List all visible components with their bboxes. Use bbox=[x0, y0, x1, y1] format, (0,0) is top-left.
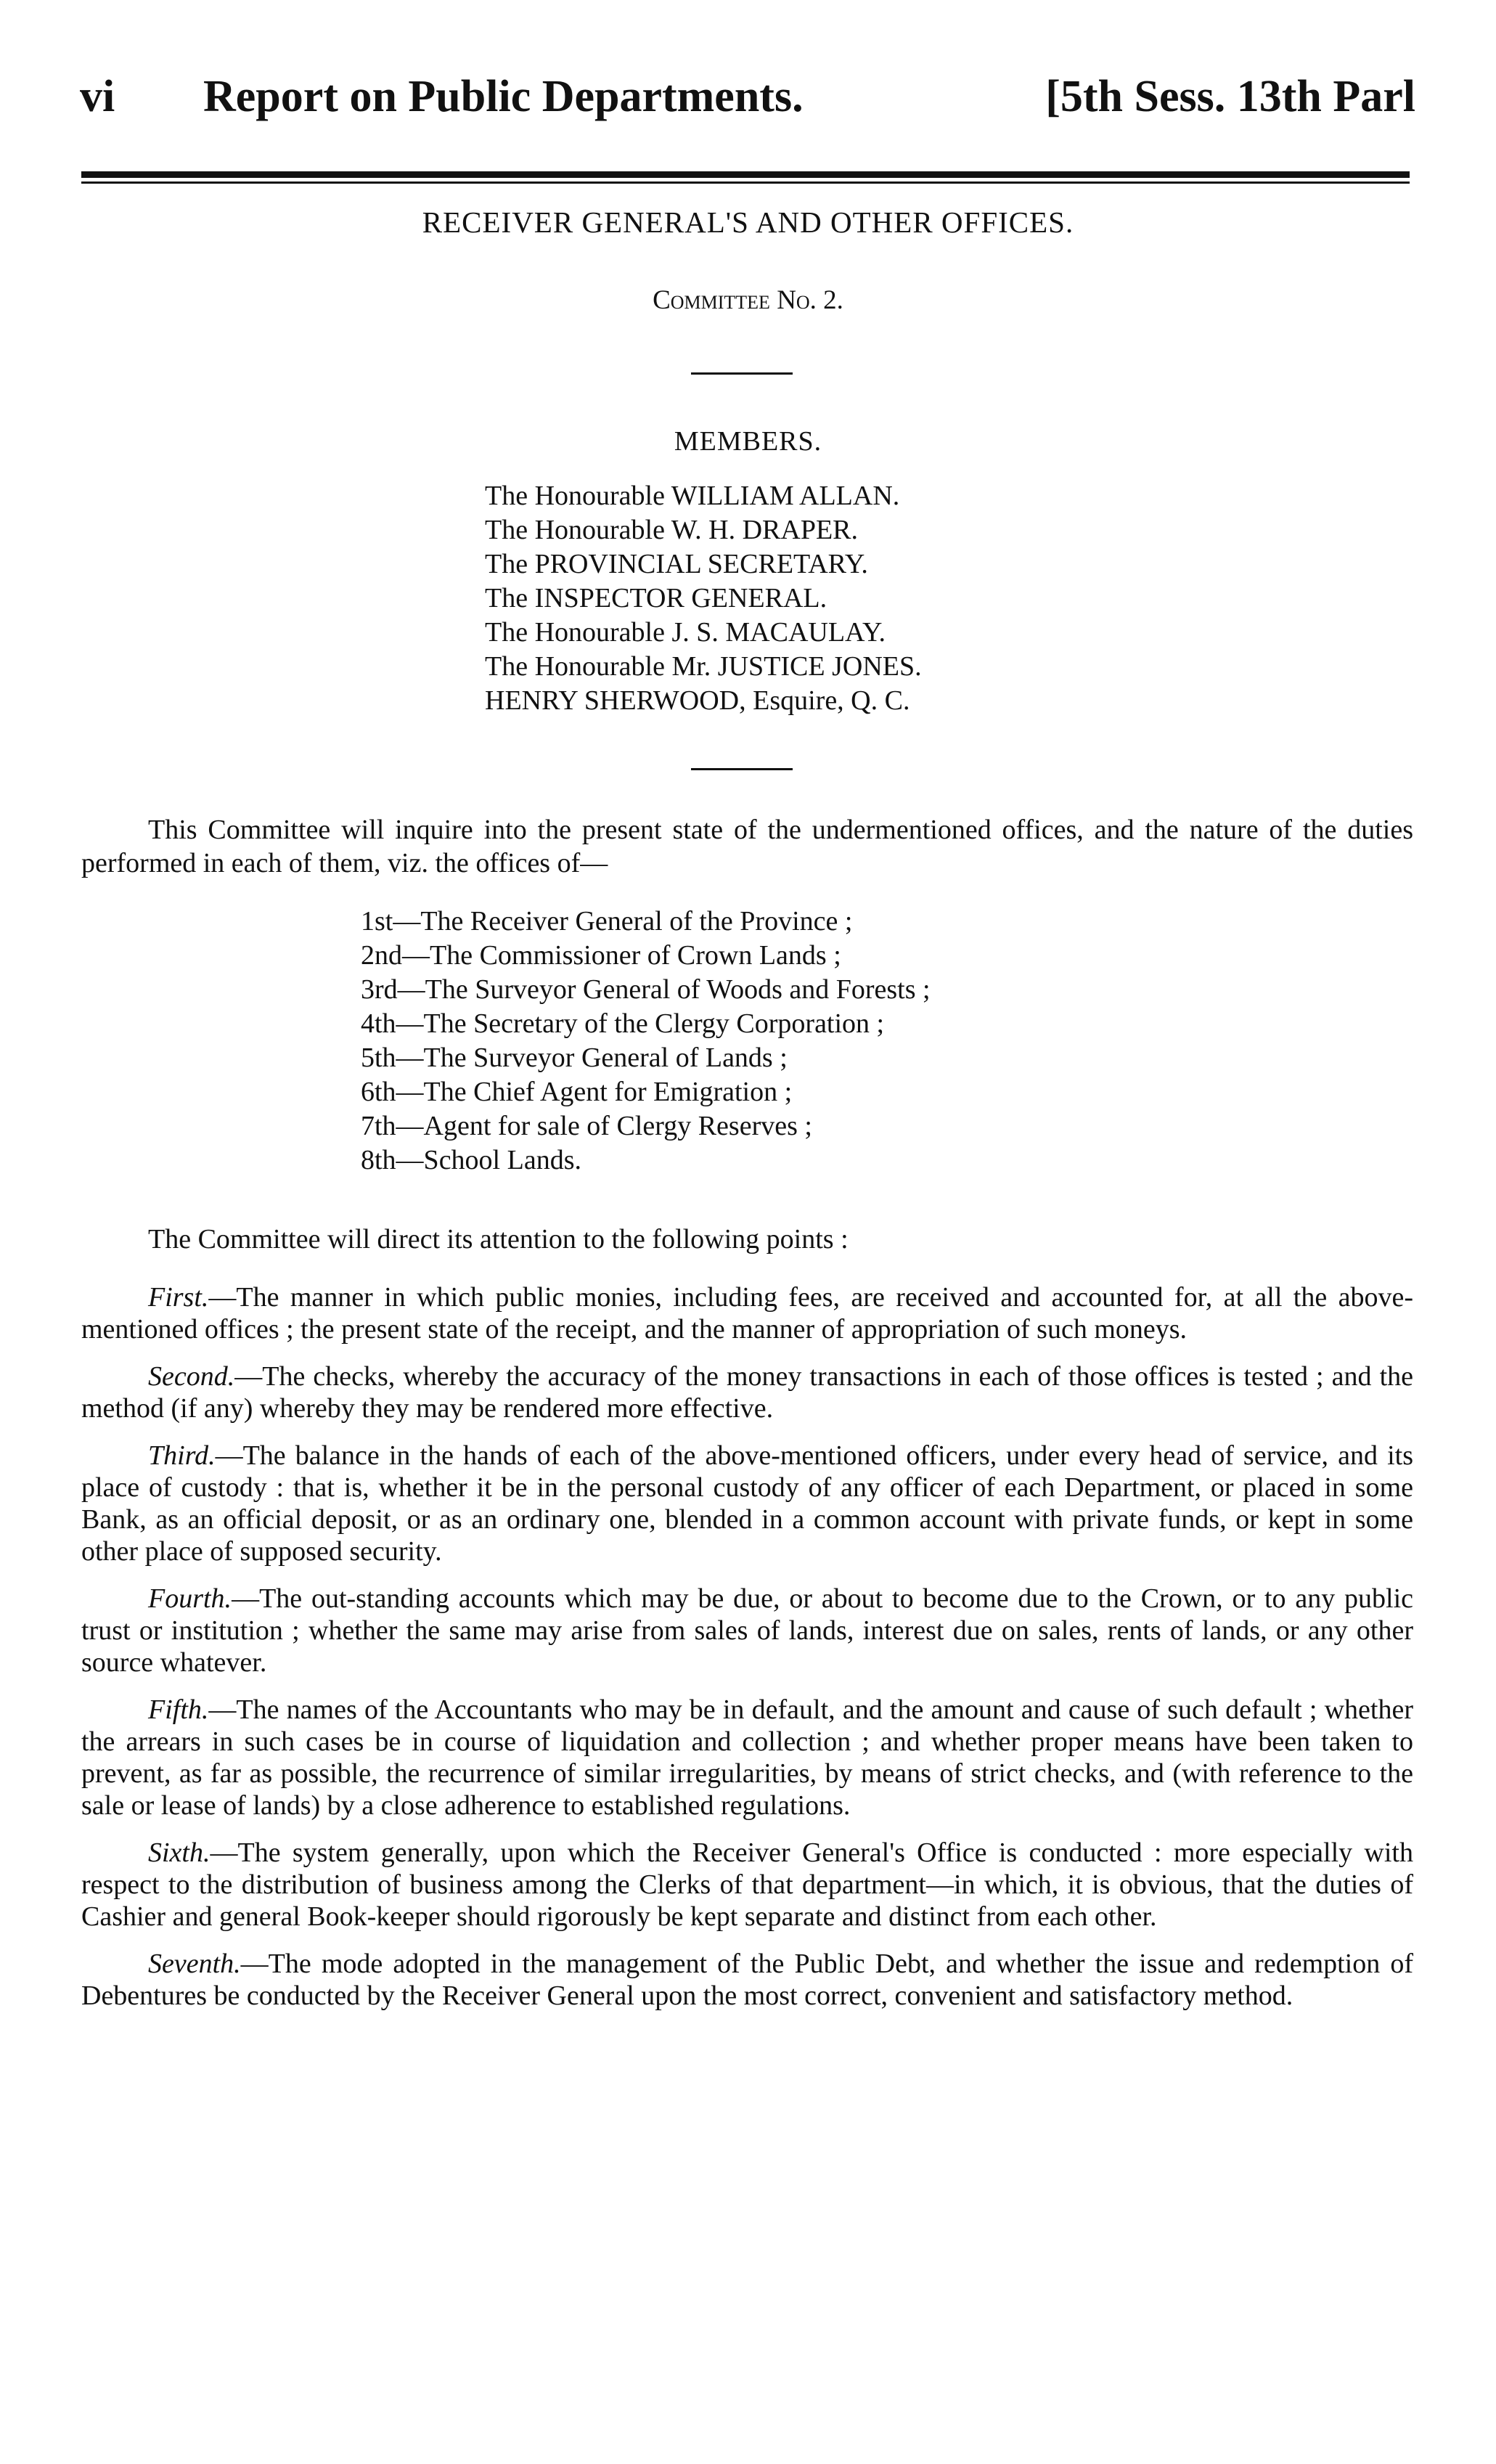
intro-paragraph: This Committee will inquire into the present state of the undermentioned offices, and the nature of the duties performed in each of them, viz. the offices of— bbox=[81, 815, 1413, 878]
point-lead: Second. bbox=[148, 1361, 235, 1392]
office-item: 2nd—The Commissioner of Crown Lands ; bbox=[361, 940, 841, 971]
point-paragraph bbox=[81, 1948, 1413, 2012]
members-heading: MEMBERS. bbox=[674, 426, 822, 457]
point-paragraph bbox=[81, 1694, 1413, 1822]
point-lead: Fifth. bbox=[148, 1694, 209, 1725]
point-text: —The checks, whereby the accuracy of the money transactions in each of those offices is tested ; and the method (if any) whereby they may be rendered more effective. bbox=[81, 1361, 1413, 1424]
members-list bbox=[485, 479, 1283, 718]
point-lead: First. bbox=[148, 1282, 209, 1313]
member-item: The Honourable WILLIAM ALLAN. bbox=[485, 481, 900, 511]
header-rule-thin bbox=[81, 181, 1410, 184]
point-text: —The out-standing accounts which may be due, or about to become due to the Crown, or to any public trust or institution ; whether the same may arise from sales of lands, interest due on sales, rents of lands, or any other source whatever. bbox=[81, 1583, 1413, 1678]
point-text: —The mode adopted in the management of the Public Debt, and whether the issue and redemption of Debentures be conducted by the Receiver General upon the most correct, convenient and satisfactory method. bbox=[81, 1949, 1413, 2011]
point-lead: Seventh. bbox=[148, 1949, 241, 1979]
running-header bbox=[80, 71, 1415, 136]
header-rule-thick bbox=[81, 171, 1410, 178]
offices-list bbox=[361, 905, 1304, 1178]
member-item: The Honourable W. H. DRAPER. bbox=[485, 515, 859, 545]
point-lead: Sixth. bbox=[148, 1837, 210, 1868]
point-paragraph bbox=[81, 1583, 1413, 1678]
point-text: —The system generally, upon which the Receiver General's Office is conducted : more especially with respect to the distribution of business among the Clerks of that department—in which, it is obvious, that the duties of Cashier and general Book-keeper should rigorously be kept separate and distinct from each other. bbox=[81, 1837, 1413, 1932]
office-item: 5th—The Surveyor General of Lands ; bbox=[361, 1043, 788, 1073]
office-item: 4th—The Secretary of the Clergy Corporation ; bbox=[361, 1008, 885, 1039]
point-paragraph bbox=[81, 1281, 1413, 1345]
point-paragraph bbox=[81, 1360, 1413, 1424]
point-paragraph bbox=[81, 1837, 1413, 1933]
section-title: RECEIVER GENERAL'S AND OTHER OFFICES. bbox=[422, 205, 1074, 239]
point-text: —The balance in the hands of each of the above-mentioned officers, under every head of service, and its place of custody : that is, whether it be in the personal custody of any officer of each Department, or placed in some Bank, as an official deposit, or as an ordinary one, blended in a common account with private funds, or kept in some other place of supposed security. bbox=[81, 1440, 1413, 1567]
office-item: 8th—School Lands. bbox=[361, 1145, 581, 1175]
point-paragraph bbox=[81, 1440, 1413, 1567]
points-list bbox=[81, 1281, 1413, 2027]
point-lead: Fourth. bbox=[148, 1583, 232, 1614]
office-item: 1st—The Receiver General of the Province ; bbox=[361, 906, 853, 937]
point-text: —The manner in which public monies, including fees, are received and accounted for, at all the above-mentioned offices ; the present state of the receipt, and the manner of appropriation of such moneys. bbox=[81, 1282, 1413, 1345]
office-item: 7th—Agent for sale of Clergy Reserves ; bbox=[361, 1111, 812, 1141]
divider-rule bbox=[691, 768, 793, 770]
member-item: The PROVINCIAL SECRETARY. bbox=[485, 549, 868, 579]
committee-number: Committee No. 2. bbox=[653, 285, 843, 315]
running-title: Report on Public Departments. bbox=[203, 72, 804, 121]
attention-line: The Committee will direct its attention to the following points : bbox=[148, 1224, 849, 1255]
member-item: The Honourable Mr. JUSTICE JONES. bbox=[485, 651, 922, 682]
member-item: The INSPECTOR GENERAL. bbox=[485, 583, 827, 613]
point-lead: Third. bbox=[148, 1440, 216, 1471]
office-item: 3rd—The Surveyor General of Woods and Forests ; bbox=[361, 974, 931, 1005]
member-item: The Honourable J. S. MACAULAY. bbox=[485, 617, 886, 648]
session-label: [5th Sess. 13th Parl bbox=[1045, 72, 1415, 121]
page-number: vi bbox=[80, 72, 115, 121]
office-item: 6th—The Chief Agent for Emigration ; bbox=[361, 1077, 793, 1107]
divider-rule bbox=[691, 372, 793, 375]
member-item: HENRY SHERWOOD, Esquire, Q. C. bbox=[485, 685, 910, 716]
point-text: —The names of the Accountants who may be in default, and the amount and cause of such default ; whether the arrears in such cases be in course of liquidation and collection ; and whether proper means have been taken to prevent, as far as possible, the recurrence of similar irregularities, by means of strict checks, and (with reference to the sale or lease of lands) by a close adherence to established regulations. bbox=[81, 1694, 1413, 1821]
